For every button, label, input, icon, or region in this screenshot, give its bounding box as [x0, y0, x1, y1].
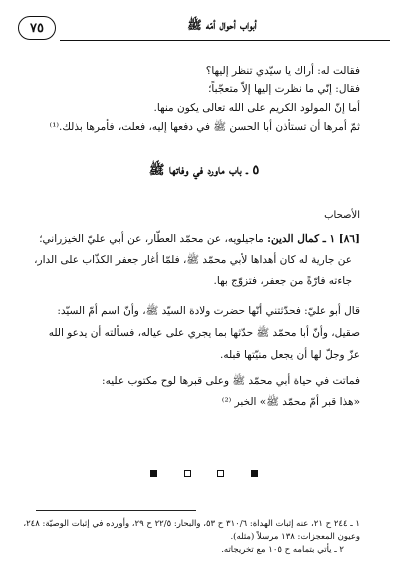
sources-label: الأصحاب: [324, 210, 360, 221]
text-line: عن جارية له كان أهداها لأبي محمّد ﷺ، فلمّا أغار جعفر الكذّاب على الدار،: [34, 254, 352, 266]
text-line: فماتت في حياة أبي محمّد ﷺ وعلى قبرها لوح مكتوب عليه:: [102, 375, 360, 387]
page-number: ٧٥: [30, 20, 44, 36]
text-line: أما إنّ المولود الكريم على الله تعالى يكون منها.: [153, 102, 360, 114]
header-rule: [60, 40, 390, 41]
square-outline-icon: [217, 470, 224, 477]
text-line: جاءته فارّةً من جعفر، فتزوّج بها.: [213, 275, 352, 287]
footnote-rule: [36, 510, 196, 511]
square-outline-icon: [184, 470, 191, 477]
square-icon: [251, 470, 258, 477]
text-line: عزّ وجلّ لها أن يجعل منيّتها قبله.: [220, 349, 360, 361]
text-line: ثمّ أمرها أن تستأذن أبا الحسن ﷺ في دفعها إليه، فعلت، فأمرها بذلك.⁽¹⁾: [49, 121, 360, 133]
ornament-divider: [150, 468, 258, 478]
page-number-badge: [18, 16, 56, 40]
footnote-line: ٢ ـ يأتي بتمامه ح ١٠٥ مع تخريجاته.: [221, 545, 344, 555]
footnote-line: وعيون المعجزات: ١٣٨ مرسلاً (مثله).: [230, 532, 360, 542]
page-header: [18, 16, 390, 42]
text-line: فقالت له: أراك يا سيّدي تنظر إليها؟: [205, 65, 360, 77]
hadith-number: [٨٦] ١ ـ كمال الدين:: [267, 233, 360, 245]
square-icon: [150, 470, 157, 477]
text-line: قال أبو عليّ: فحدّثتني أنّها حضرت ولادة السيّد ﷺ، وأنّ اسم أمّ السيّد:: [57, 305, 360, 317]
text-line: فقال: إنّي ما نظرت إليها إلاّ متعجّباً؛: [208, 83, 360, 95]
footnote-line: ١ ـ ٢٤٤ ح ٢١، عنه إثبات الهداة: ٣١٠/٦ ح ٥٣، والبحار: ٢٢/٥ ح ٢٩، وأورده في إثبات الوصيّة: ٢٤٨،: [23, 519, 360, 529]
hadith-chain: ماجيلويه، عن محمّد العطّار، عن أبي عليّ الخيزراني؛: [39, 233, 264, 245]
text-line: «هذا قبر أمّ محمّد ﷺ» الخبر ⁽²⁾: [221, 396, 360, 408]
section-heading: ٥ ـ باب ماورد في وفاتها ﷺ: [148, 163, 260, 178]
running-title: أبواب أحوال أمّه ﷺ: [187, 18, 257, 32]
hadith-first-line: [39, 232, 360, 246]
text-line: صقيل، وأنّ أبا محمّد ﷺ حدّثها بما يجري على عياله، فسألته أن يدعو الله: [48, 327, 360, 339]
